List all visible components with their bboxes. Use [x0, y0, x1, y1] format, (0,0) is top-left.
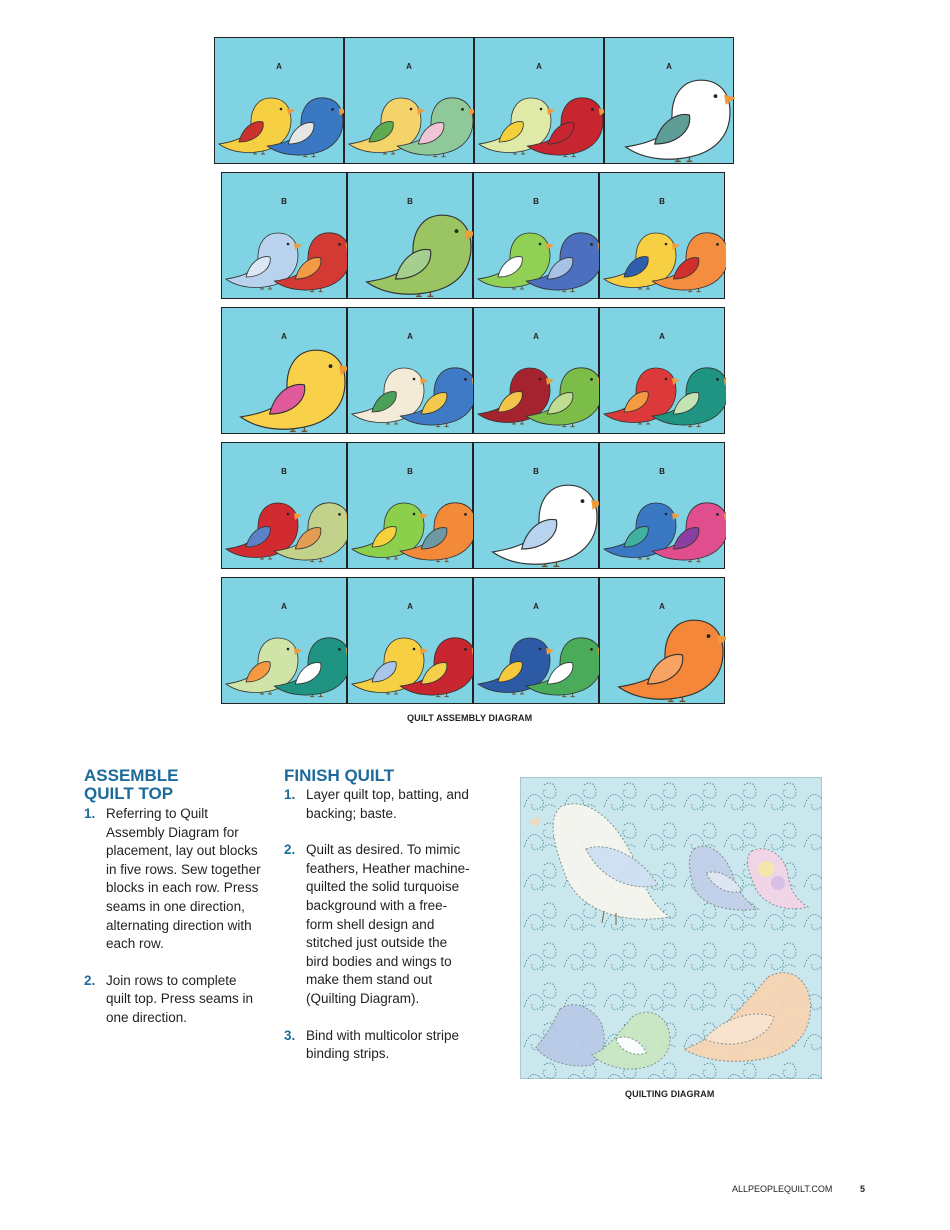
block-birds [222, 443, 348, 570]
block-birds [222, 578, 348, 705]
quilt-block-5-4 [599, 577, 725, 704]
bird-beak [672, 378, 680, 385]
block-birds [348, 173, 474, 300]
block-label: A [533, 602, 539, 611]
assemble-step-2 [84, 972, 264, 1028]
assembly-diagram-reference: Quilt Assembly Diagram [106, 806, 220, 840]
quilt-row-2 [221, 172, 725, 299]
bird-eye [413, 648, 416, 651]
bird-beak [420, 648, 428, 655]
block-label: B [533, 197, 539, 206]
bird-eye [280, 108, 283, 111]
bird-eye [665, 243, 668, 246]
block-birds [474, 578, 600, 705]
quilt-block-4-4 [599, 442, 725, 569]
block-birds [474, 173, 600, 300]
step-number: 2. [284, 842, 296, 858]
quilt-block-3-4 [599, 307, 725, 434]
block-birds [222, 173, 348, 300]
block-birds [348, 308, 474, 435]
bird-beak [546, 648, 554, 655]
block-label: A [407, 602, 413, 611]
quilt-row-4 [221, 442, 725, 569]
finish-step-1 [284, 786, 472, 823]
bird-eye [413, 513, 416, 516]
bird-eye [338, 243, 341, 246]
block-birds [348, 443, 474, 570]
bird-beak [546, 378, 554, 385]
step-text: Layer quilt top, batting, and backing; baste. [306, 787, 469, 821]
block-label: A [281, 602, 287, 611]
block-label: B [533, 467, 539, 476]
bird-eye [410, 108, 413, 111]
bird-eye [590, 243, 593, 246]
bird-eye [338, 513, 341, 516]
quilt-block-5-2 [347, 577, 473, 704]
quilt-block-4-1 [221, 442, 347, 569]
block-birds [605, 38, 735, 165]
bird-eye [581, 499, 585, 503]
bird-beak [547, 108, 555, 115]
assemble-steps [84, 805, 264, 1046]
bird-beak [420, 378, 428, 385]
finish-step-2 [284, 841, 472, 1008]
quilt-block-4-2 [347, 442, 473, 569]
block-label: A [659, 602, 665, 611]
bird-eye [665, 513, 668, 516]
quilting-caption: QUILTING DIAGRAM [625, 1089, 715, 1099]
assemble-heading-line2: QUILT TOP [84, 784, 174, 803]
bird-beak [672, 513, 680, 520]
bird-eye [707, 634, 711, 638]
footer-site: ALLPEOPLEQUILT.COM [732, 1184, 833, 1194]
block-label: B [407, 197, 413, 206]
block-label: B [281, 467, 287, 476]
block-birds [348, 578, 474, 705]
quilt-block-4-3 [473, 442, 599, 569]
assembly-caption: QUILT ASSEMBLY DIAGRAM [407, 713, 533, 723]
quilt-block-3-3 [473, 307, 599, 434]
assemble-heading [84, 767, 178, 803]
block-label: A [536, 62, 542, 71]
bird-eye [464, 648, 467, 651]
block-birds [600, 308, 726, 435]
step-number: 2. [84, 972, 96, 988]
quilt-block-1-4 [604, 37, 734, 164]
quilt-block-1-3 [474, 37, 604, 164]
block-label: A [276, 62, 282, 71]
step-text: Join rows to complete quilt top. Press seams in one direction. [106, 972, 254, 1025]
bird-eye [287, 648, 290, 651]
block-birds [600, 443, 726, 570]
step-text: Quilt as desired. To mimic feathers, Heather machine-quilted the solid turquoise background with a free-form shell design and stitched just outside the bird bodies and wings to make them stand out [306, 842, 470, 988]
page-number: 5 [860, 1184, 866, 1194]
finish-heading: FINISH QUILT [284, 766, 395, 785]
bird-eye [464, 513, 467, 516]
block-birds [222, 308, 348, 435]
quilt-block-5-3 [473, 577, 599, 704]
bird-eye [716, 243, 719, 246]
bird-eye [461, 108, 464, 111]
bird-eye [540, 108, 543, 111]
bird-eye [716, 378, 719, 381]
quilt-block-2-2 [347, 172, 473, 299]
bird-eye [539, 648, 542, 651]
finish-step-3 [284, 1027, 472, 1064]
quilt-block-2-1 [221, 172, 347, 299]
step-number: 3. [284, 1027, 296, 1043]
block-label: B [659, 467, 665, 476]
block-birds [474, 308, 600, 435]
bird [619, 620, 726, 701]
bird [241, 350, 348, 431]
bird-eye [590, 378, 593, 381]
quilt-block-2-3 [473, 172, 599, 299]
bird-beak [546, 243, 554, 250]
quilt-row-3 [221, 307, 725, 434]
quilt-block-2-4 [599, 172, 725, 299]
bird-beak [294, 243, 302, 250]
bird-eye [287, 513, 290, 516]
bird-beak [417, 108, 425, 115]
quilt-block-3-2 [347, 307, 473, 434]
bird [493, 485, 600, 566]
step-number: 1. [284, 787, 296, 802]
bird [367, 215, 474, 296]
bird-eye [591, 108, 594, 111]
quilt-block-1-2 [344, 37, 474, 164]
step-number: 1. [84, 806, 96, 821]
step-text: for placement, lay out blocks in five rows. Sew together blocks in each row. Press seams in one direction, alternating direction with each row. [106, 824, 261, 952]
block-label: B [407, 467, 413, 476]
block-label: A [281, 332, 287, 341]
bird-eye [331, 108, 334, 111]
quilting-diagram [520, 777, 822, 1079]
bird-eye [665, 378, 668, 381]
block-birds [475, 38, 605, 165]
bird-eye [455, 229, 459, 233]
bird-beak [420, 513, 428, 520]
block-birds [215, 38, 345, 165]
bird-eye [287, 243, 290, 246]
step-text: Referring to [106, 806, 181, 821]
block-label: A [406, 62, 412, 71]
block-label: B [659, 197, 665, 206]
bird-eye [329, 364, 333, 368]
bird-beak [287, 108, 295, 115]
bird-beak [294, 513, 302, 520]
bird-beak [294, 648, 302, 655]
block-label: A [407, 332, 413, 341]
quilt-row-5 [221, 577, 725, 704]
bird-beak [672, 243, 680, 250]
block-label: B [281, 197, 287, 206]
block-birds [345, 38, 475, 165]
block-birds [474, 443, 600, 570]
block-birds [600, 173, 726, 300]
quilt-row-1 [214, 37, 734, 164]
bird [626, 80, 735, 161]
step-text: Bind with multicolor stripe binding strips. [306, 1027, 460, 1062]
bird-eye [714, 94, 718, 98]
quilting-diagram-reference: (Quilting Diagram). [306, 990, 420, 1006]
bird-eye [413, 378, 416, 381]
block-label: A [533, 332, 539, 341]
finish-steps [284, 786, 472, 1082]
block-birds [600, 578, 726, 705]
bird-eye [539, 243, 542, 246]
bird-eye [590, 648, 593, 651]
bird-eye [338, 648, 341, 651]
block-label: A [659, 332, 665, 341]
block-label: A [666, 62, 672, 71]
assemble-step-1 [84, 805, 264, 954]
bird-eye [716, 513, 719, 516]
bird-eye [539, 378, 542, 381]
quilt-block-1-1 [214, 37, 344, 164]
bird-eye [464, 378, 467, 381]
assemble-heading-line1: ASSEMBLE [84, 766, 179, 785]
quilt-block-3-1 [221, 307, 347, 434]
quilt-block-5-1 [221, 577, 347, 704]
